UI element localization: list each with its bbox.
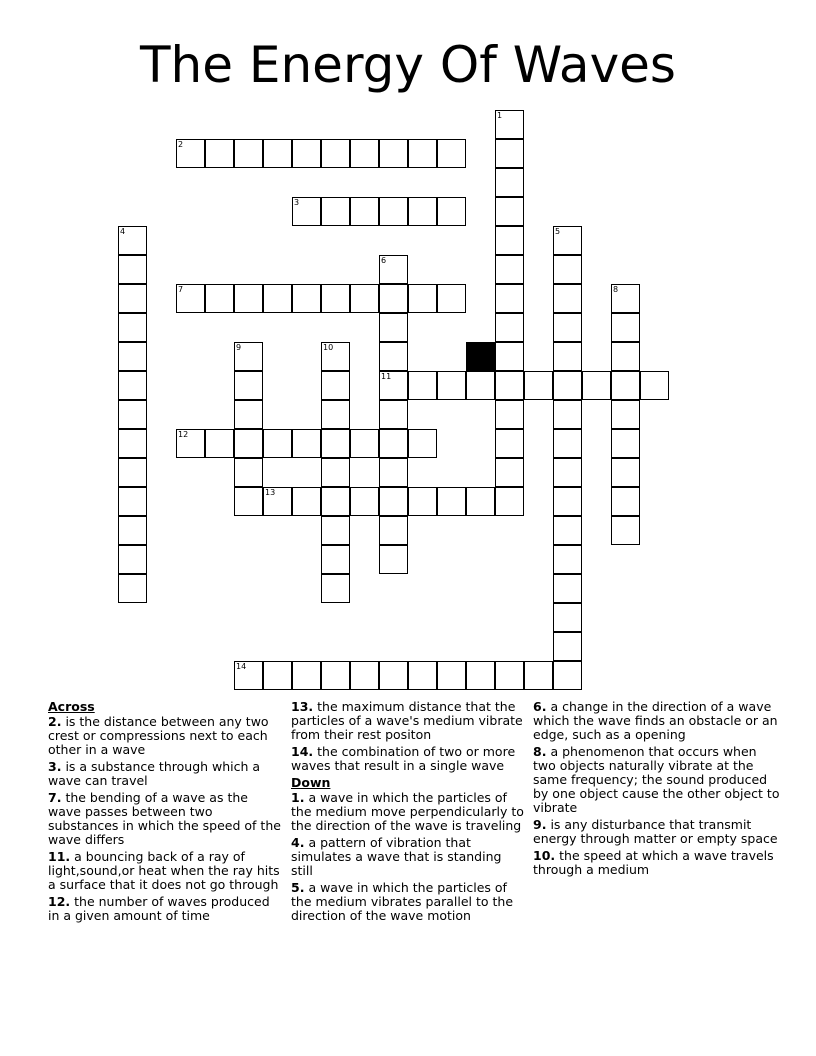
puzzle-title: The Energy Of Waves: [140, 36, 676, 94]
clue-down-1: 1. a wave in which the particles of the medium move perpendicularly to the direction of the wave is traveling: [291, 790, 524, 833]
grid-cell[interactable]: [379, 255, 408, 284]
grid-cell[interactable]: [379, 197, 408, 226]
grid-cell[interactable]: [350, 139, 379, 168]
grid-cell[interactable]: [611, 458, 640, 487]
grid-cell[interactable]: [437, 487, 466, 516]
grid-cell[interactable]: [379, 139, 408, 168]
grid-cell[interactable]: [234, 429, 263, 458]
grid-cell[interactable]: [611, 371, 640, 400]
grid-cell[interactable]: [118, 226, 147, 255]
clue-down-8: 8. a phenomenon that occurs when two objects naturally vibrate at the same frequency; the sound produced by one object cause the other object to vibrate: [533, 744, 780, 815]
grid-cell[interactable]: [118, 574, 147, 603]
grid-cell[interactable]: [118, 487, 147, 516]
grid-cell[interactable]: [321, 429, 350, 458]
grid-cell[interactable]: [321, 661, 350, 690]
grid-cell[interactable]: [495, 429, 524, 458]
grid-cell[interactable]: [408, 371, 437, 400]
grid-cell[interactable]: [582, 371, 611, 400]
grid-cell[interactable]: [118, 342, 147, 371]
grid-cell[interactable]: [379, 342, 408, 371]
grid-cell[interactable]: [553, 429, 582, 458]
grid-cell[interactable]: [611, 313, 640, 342]
grid-cell[interactable]: [437, 197, 466, 226]
grid-cell[interactable]: [321, 400, 350, 429]
grid-cell[interactable]: [524, 371, 553, 400]
clues-column-2: [291, 700, 527, 926]
grid-cell[interactable]: [408, 487, 437, 516]
grid-cell[interactable]: [118, 429, 147, 458]
grid-cell[interactable]: [437, 371, 466, 400]
grid-cell[interactable]: [321, 574, 350, 603]
grid-cell[interactable]: [495, 661, 524, 690]
grid-cell[interactable]: [118, 458, 147, 487]
clues-column-3: [533, 700, 783, 880]
grid-cell[interactable]: [553, 487, 582, 516]
grid-cell[interactable]: [350, 487, 379, 516]
grid-cell[interactable]: [553, 400, 582, 429]
grid-cell[interactable]: [495, 487, 524, 516]
grid-cell[interactable]: [118, 371, 147, 400]
cell-number: 6: [381, 256, 387, 265]
grid-cell[interactable]: [553, 632, 582, 661]
grid-cell[interactable]: [118, 545, 147, 574]
cell-number: 11: [381, 372, 392, 381]
grid-cell[interactable]: [611, 284, 640, 313]
grid-cell[interactable]: [118, 284, 147, 313]
grid-cell[interactable]: [379, 487, 408, 516]
grid-cell[interactable]: [611, 342, 640, 371]
clue-across-7: 7. the bending of a wave as the wave passes between two substances in which the speed of the wave differs: [48, 790, 281, 847]
down-heading: Down: [291, 775, 331, 790]
grid-cell[interactable]: [321, 139, 350, 168]
grid-cell[interactable]: [176, 139, 205, 168]
grid-cell[interactable]: [553, 516, 582, 545]
grid-cell[interactable]: [553, 226, 582, 255]
grid-cell[interactable]: [553, 574, 582, 603]
grid-cell[interactable]: [321, 458, 350, 487]
grid-cell[interactable]: [263, 284, 292, 313]
grid-cell[interactable]: [379, 313, 408, 342]
grid-cell[interactable]: [495, 255, 524, 284]
grid-cell[interactable]: [118, 516, 147, 545]
cell-number: 2: [178, 140, 184, 149]
cell-number: 5: [555, 227, 561, 236]
grid-cell[interactable]: [524, 661, 553, 690]
grid-cell[interactable]: [408, 139, 437, 168]
grid-cell[interactable]: [350, 197, 379, 226]
grid-cell[interactable]: [495, 168, 524, 197]
grid-cell[interactable]: [292, 139, 321, 168]
grid-cell[interactable]: [553, 545, 582, 574]
grid-cell[interactable]: [495, 110, 524, 139]
cell-number: 12: [178, 430, 189, 439]
grid-cell[interactable]: [118, 313, 147, 342]
grid-cell[interactable]: [234, 458, 263, 487]
grid-cell[interactable]: [379, 516, 408, 545]
cell-number: 3: [294, 198, 300, 207]
grid-cell[interactable]: [553, 603, 582, 632]
grid-cell[interactable]: [466, 487, 495, 516]
grid-cell[interactable]: [553, 342, 582, 371]
grid-cell[interactable]: [292, 487, 321, 516]
grid-cell[interactable]: [205, 139, 234, 168]
grid-cell[interactable]: [437, 139, 466, 168]
grid-block: [466, 342, 495, 371]
grid-cell[interactable]: [495, 313, 524, 342]
grid-cell[interactable]: [379, 284, 408, 313]
grid-cell[interactable]: [495, 371, 524, 400]
grid-cell[interactable]: [321, 371, 350, 400]
grid-cell[interactable]: [466, 371, 495, 400]
grid-cell[interactable]: [553, 284, 582, 313]
grid-cell[interactable]: [379, 545, 408, 574]
grid-cell[interactable]: [118, 400, 147, 429]
clue-across-3: 3. is a substance through which a wave can travel: [48, 759, 261, 788]
grid-cell[interactable]: [640, 371, 669, 400]
grid-cell[interactable]: [263, 429, 292, 458]
grid-cell[interactable]: [495, 400, 524, 429]
grid-cell[interactable]: [350, 429, 379, 458]
grid-cell[interactable]: [495, 458, 524, 487]
grid-cell[interactable]: [234, 139, 263, 168]
grid-cell[interactable]: [379, 458, 408, 487]
clue-down-4: 4. a pattern of vibration that simulates a wave that is standing still: [291, 835, 502, 878]
grid-cell[interactable]: [234, 284, 263, 313]
grid-cell[interactable]: [234, 371, 263, 400]
grid-cell[interactable]: [321, 545, 350, 574]
cell-number: 4: [120, 227, 126, 236]
clue-across-12: 12. the number of waves produced in a given amount of time: [48, 894, 270, 923]
grid-cell[interactable]: [495, 197, 524, 226]
grid-cell[interactable]: [408, 429, 437, 458]
clue-across-14: 14. the combination of two or more waves that result in a single wave: [291, 744, 516, 773]
grid-cell[interactable]: [408, 197, 437, 226]
grid-cell[interactable]: [553, 255, 582, 284]
grid-cell[interactable]: [350, 284, 379, 313]
grid-cell[interactable]: [379, 661, 408, 690]
clue-down-10: 10. the speed at which a wave travels through a medium: [533, 848, 774, 877]
grid-cell[interactable]: [611, 516, 640, 545]
cell-number: 13: [265, 488, 276, 497]
grid-cell[interactable]: [611, 487, 640, 516]
clues-column-1: [48, 700, 284, 926]
grid-cell[interactable]: [205, 429, 234, 458]
across-heading: Across: [48, 699, 95, 714]
grid-cell[interactable]: [321, 487, 350, 516]
cell-number: 9: [236, 343, 242, 352]
clue-down-5: 5. a wave in which the particles of the medium vibrates parallel to the direction of the wave motion: [291, 880, 514, 923]
grid-cell[interactable]: [263, 139, 292, 168]
grid-cell[interactable]: [495, 284, 524, 313]
cell-number: 1: [497, 111, 503, 120]
clue-down-9: 9. is any disturbance that transmit energy through matter or empty space: [533, 817, 778, 846]
grid-cell[interactable]: [408, 661, 437, 690]
grid-cell[interactable]: [379, 371, 408, 400]
clue-down-6: 6. a change in the direction of a wave which the wave finds an obstacle or an edge, such as a opening: [533, 699, 778, 742]
grid-cell[interactable]: [379, 429, 408, 458]
grid-cell[interactable]: [176, 429, 205, 458]
grid-cell[interactable]: [350, 661, 379, 690]
grid-cell[interactable]: [495, 139, 524, 168]
grid-cell[interactable]: [234, 487, 263, 516]
grid-cell[interactable]: [553, 458, 582, 487]
grid-cell[interactable]: [553, 661, 582, 690]
grid-cell[interactable]: [408, 284, 437, 313]
grid-cell[interactable]: [234, 342, 263, 371]
clue-across-13: 13. the maximum distance that the particles of a wave's medium vibrate from their rest positon: [291, 699, 523, 742]
grid-cell[interactable]: [292, 284, 321, 313]
grid-cell[interactable]: [495, 226, 524, 255]
grid-cell[interactable]: [263, 487, 292, 516]
grid-cell[interactable]: [321, 284, 350, 313]
grid-cell[interactable]: [553, 371, 582, 400]
grid-cell[interactable]: [321, 342, 350, 371]
grid-cell[interactable]: [292, 661, 321, 690]
grid-cell[interactable]: [466, 661, 495, 690]
cell-number: 10: [323, 343, 334, 352]
cell-number: 7: [178, 285, 184, 294]
grid-cell[interactable]: [437, 661, 466, 690]
grid-cell[interactable]: [321, 197, 350, 226]
grid-cell[interactable]: [321, 516, 350, 545]
cell-number: 14: [236, 662, 247, 671]
grid-cell[interactable]: [205, 284, 234, 313]
cell-number: 8: [613, 285, 619, 294]
grid-cell[interactable]: [553, 313, 582, 342]
grid-cell[interactable]: [379, 400, 408, 429]
grid-cell[interactable]: [234, 661, 263, 690]
grid-cell[interactable]: [292, 429, 321, 458]
grid-cell[interactable]: [437, 284, 466, 313]
grid-cell[interactable]: [611, 400, 640, 429]
clue-across-11: 11. a bouncing back of a ray of light,sound,or heat when the ray hits a surface that it does not go through: [48, 849, 280, 892]
grid-cell[interactable]: [495, 342, 524, 371]
grid-cell[interactable]: [176, 284, 205, 313]
grid-cell[interactable]: [611, 429, 640, 458]
grid-cell[interactable]: [234, 400, 263, 429]
grid-cell[interactable]: [118, 255, 147, 284]
clue-across-2: 2. is the distance between any two crest or compressions next to each other in a wave: [48, 714, 269, 757]
grid-cell[interactable]: [263, 661, 292, 690]
grid-cell[interactable]: [292, 197, 321, 226]
